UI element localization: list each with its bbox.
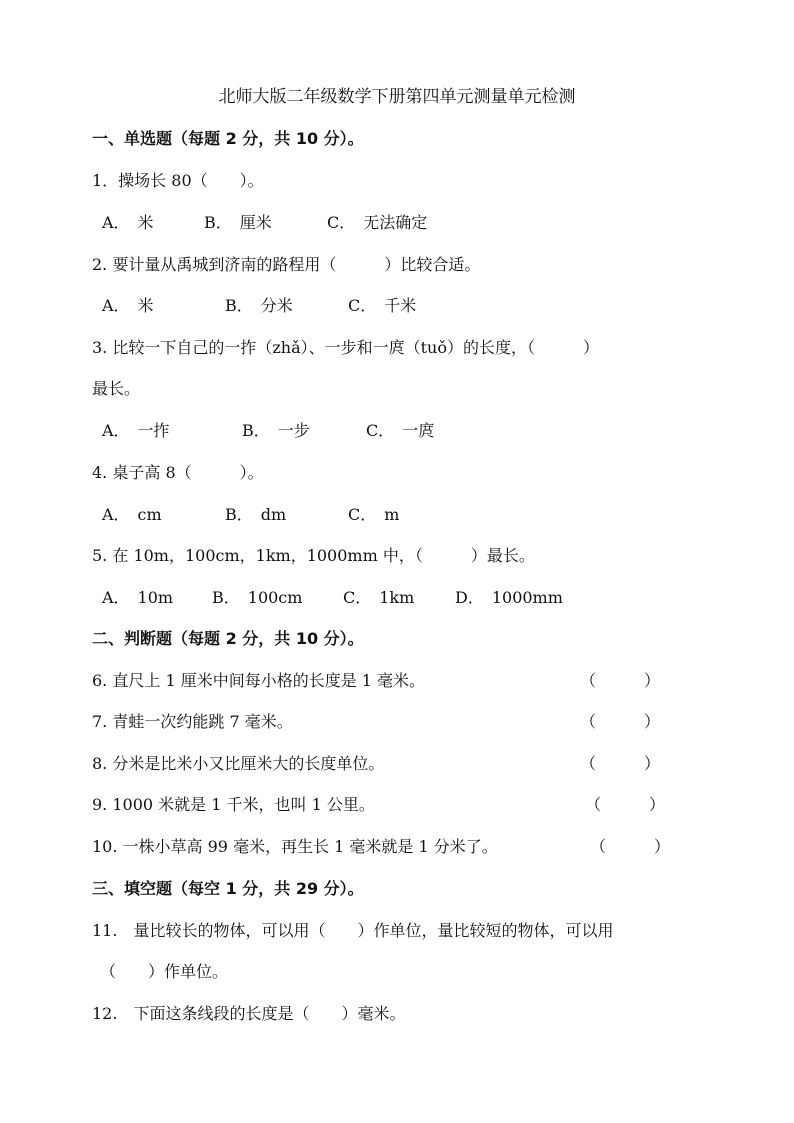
- question-12: 12. 下面这条线段的长度是（ ）毫米。: [92, 1004, 406, 1023]
- question-6: 6. 直尺上 1 厘米中间每小格的长度是 1 毫米。: [92, 671, 426, 690]
- q3-option-c: C． 一庹: [366, 421, 435, 440]
- question-8: 8. 分米是比米小又比厘米大的长度单位。: [92, 754, 385, 773]
- q5-option-d: D． 1000mm: [455, 588, 563, 607]
- q1-option-a: A． 米: [102, 213, 154, 232]
- answer-blank-6: （ ）: [580, 671, 661, 690]
- q4-option-c: C． m: [348, 505, 400, 524]
- section-heading-true-false: 二、判断题（每题 2 分，共 10 分）。: [92, 629, 364, 648]
- question-10: 10. 一株小草高 99 毫米，再生长 1 毫米就是 1 分米了。: [92, 837, 498, 856]
- q1-option-b: B． 厘米: [204, 213, 272, 232]
- q2-option-c: C． 千米: [348, 296, 417, 315]
- question-11: 11. 量比较长的物体，可以用（ ）作单位，量比较短的物体，可以用: [92, 921, 614, 940]
- answer-blank-9: （ ）: [585, 795, 666, 814]
- question-3-cont: 最长。: [92, 379, 141, 398]
- q5-option-b: B． 100cm: [212, 588, 303, 607]
- q1-option-c: C． 无法确定: [327, 213, 428, 232]
- q4-option-a: A． cm: [102, 505, 162, 524]
- answer-blank-10: （ ）: [590, 837, 671, 856]
- page-title: 北师大版二年级数学下册第四单元测量单元检测: [218, 87, 576, 107]
- q4-option-b: B． dm: [225, 505, 287, 524]
- answer-blank-8: （ ）: [580, 754, 661, 773]
- question-7: 7. 青蛙一次约能跳 7 毫米。: [92, 712, 293, 731]
- question-1: 1．操场长 80（ ）。: [92, 171, 264, 190]
- question-5: 5. 在 10m，100cm，1km，1000mm 中，（ ）最长。: [92, 546, 535, 565]
- question-9: 9. 1000 米就是 1 千米，也叫 1 公里。: [92, 795, 375, 814]
- question-3: 3. 比较一下自己的一拃（zhǎ）、一步和一庹（tuǒ）的长度，（ ）: [92, 338, 599, 357]
- q2-option-a: A． 米: [102, 296, 154, 315]
- question-4: 4. 桌子高 8（ ）。: [92, 463, 264, 482]
- q5-option-c: C． 1km: [343, 588, 415, 607]
- question-11-cont: （ ）作单位。: [100, 962, 229, 981]
- q5-option-a: A． 10m: [102, 588, 174, 607]
- q3-option-a: A． 一拃: [102, 421, 170, 440]
- section-heading-single-choice: 一、单选题（每题 2 分，共 10 分）。: [92, 129, 364, 148]
- answer-blank-7: （ ）: [580, 712, 661, 731]
- q2-option-b: B． 分米: [225, 296, 293, 315]
- question-2: 2. 要计量从禹城到济南的路程用（ ）比较合适。: [92, 255, 481, 274]
- section-heading-fill-blank: 三、填空题（每空 1 分，共 29 分）。: [92, 879, 364, 898]
- q3-option-b: B． 一步: [242, 421, 310, 440]
